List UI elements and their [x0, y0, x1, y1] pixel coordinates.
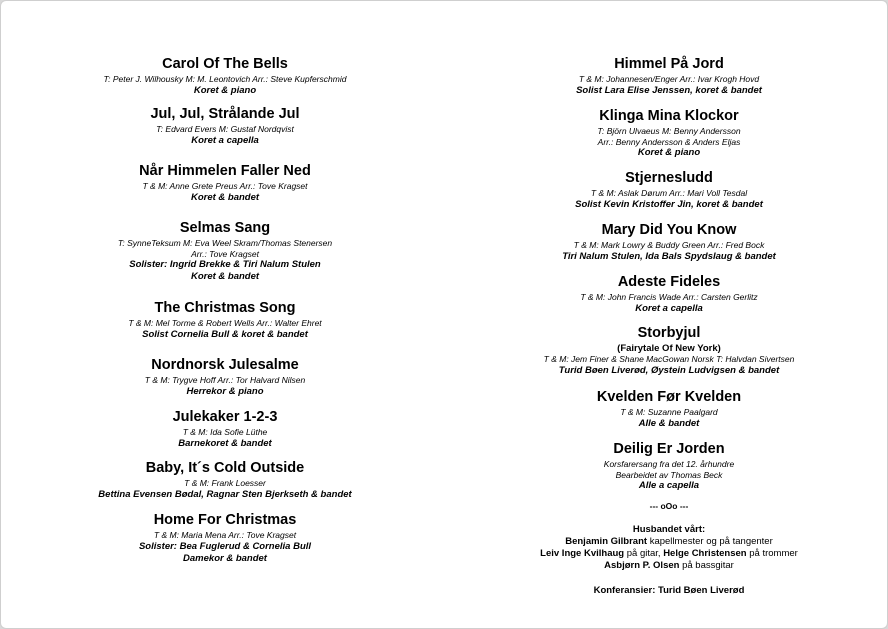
song-title: Selmas Sang — [179, 220, 271, 236]
song-item — [459, 170, 879, 211]
song-credit: T & M: Aslak Dørum Arr.: Mari Voll Tesdal — [590, 188, 748, 198]
left-column — [15, 1, 435, 628]
separator — [459, 501, 879, 512]
band-member-role: på gitar, — [624, 548, 664, 559]
song-performers: Tiri Nalum Stulen, Ida Bals Spydslaug & bandet — [562, 250, 776, 262]
song-title: Når Himmelen Faller Ned — [139, 163, 311, 179]
song-item — [15, 357, 435, 398]
song-credit: T & M: Frank Loesser — [184, 478, 266, 488]
emcee-section — [459, 585, 879, 597]
right-column — [459, 1, 879, 628]
song-item — [15, 220, 435, 283]
song-performers: Koret & piano — [637, 147, 701, 158]
song-credit: T: SynneTeksum M: Eva Weel Skram/Thomas Stenersen — [117, 238, 333, 248]
band-member-line — [459, 548, 879, 560]
separator-text: --- oOo --- — [649, 501, 689, 511]
band-member-role: på bassgitar — [679, 560, 734, 571]
song-title: The Christmas Song — [154, 300, 296, 316]
song-credit: Arr.: Tove Kragset — [191, 248, 259, 259]
song-credit: Arr.: Benny Andersson & Anders Eljas — [597, 136, 741, 147]
band-member-name: Benjamin Gilbrant — [565, 536, 648, 547]
song-performers: Koret a capella — [635, 302, 703, 314]
song-item — [15, 300, 435, 341]
song-credit: T & M: Jem Finer & Shane MacGowan Norsk T: Halvdan Sivertsen — [543, 354, 795, 364]
song-title: Adeste Fideles — [617, 274, 721, 290]
song-item — [15, 460, 435, 501]
song-title: Klinga Mina Klockor — [599, 108, 739, 124]
song-performers: Damekor & bandet — [183, 552, 267, 564]
song-credit: T & M: Suzanne Paalgard — [620, 407, 718, 417]
song-performers: Koret & bandet — [190, 271, 260, 282]
band-member-line — [459, 536, 879, 548]
song-title: Himmel På Jord — [614, 56, 724, 72]
song-credit: T & M: John Francis Wade Arr.: Carsten Gerlitz — [580, 292, 758, 302]
song-credit: T: Peter J. Wilhousky M: M. Leontovich Arr.: Steve Kupferschmid — [103, 74, 347, 84]
song-credit: T & M: Trygve Hoff Arr.: Tor Halvard Nilsen — [144, 375, 306, 385]
song-performers: Barnekoret & bandet — [178, 437, 272, 449]
band-member-name: Asbjørn P. Olsen — [604, 560, 680, 571]
song-performers: Koret & piano — [193, 84, 257, 96]
band-member-role: kapellmester og på tangenter — [647, 536, 773, 547]
song-performers: Solister: Bea Fuglerud & Cornelia Bull — [138, 540, 312, 552]
emcee-text: Konferansier: Turid Bøen Liverød — [593, 585, 745, 596]
song-credit: Bearbeidet av Thomas Beck — [615, 469, 723, 480]
song-item — [15, 512, 435, 565]
song-performers: Solist Cornelia Bull & koret & bandet — [142, 328, 308, 340]
band-heading: Husbandet vårt: — [632, 524, 706, 535]
song-credit: T: Edvard Evers M: Gustaf Nordqvist — [156, 124, 294, 134]
song-performers: Solist Kevin Kristoffer Jin, koret & bandet — [575, 198, 763, 210]
song-credit: Korsfarersang fra det 12. århundre — [603, 459, 735, 469]
song-credit: T & M: Mark Lowry & Buddy Green Arr.: Fred Bock — [573, 240, 765, 250]
band-section — [459, 524, 879, 572]
song-title: Jul, Jul, Strålande Jul — [150, 106, 300, 122]
song-performers: Koret a capella — [191, 134, 259, 146]
song-item — [459, 274, 879, 315]
song-title: Kvelden Før Kvelden — [596, 389, 742, 405]
song-item — [459, 325, 879, 377]
song-title: Home For Christmas — [153, 512, 297, 528]
song-title: Julekaker 1-2-3 — [172, 409, 278, 425]
band-member-name: Leiv Inge Kvilhaug — [540, 548, 625, 559]
song-performers: Bettina Evensen Bødal, Ragnar Sten Bjerkseth & bandet — [98, 488, 352, 500]
song-credit: T & M: Johannesen/Enger Arr.: Ivar Krogh Hovd — [578, 74, 760, 84]
song-performers: Solister: Ingrid Brekke & Tiri Nalum Stulen — [129, 259, 321, 270]
song-performers: Solist Lara Elise Jenssen, koret & bandet — [576, 84, 762, 96]
song-title: Mary Did You Know — [601, 222, 737, 238]
song-performers: Turid Bøen Liverød, Øystein Ludvigsen & bandet — [558, 364, 780, 376]
song-item — [459, 389, 879, 430]
song-item — [459, 222, 879, 263]
song-credit: T & M: Anne Grete Preus Arr.: Tove Kragset — [142, 181, 308, 191]
band-member-line — [459, 560, 879, 572]
band-member-role: på trommer — [746, 548, 798, 559]
song-credit: T: Björn Ulvaeus M: Benny Andersson — [597, 126, 741, 136]
song-performers: Herrekor & piano — [186, 385, 264, 397]
song-credit: T & M: Ida Sofie Lüthe — [182, 427, 268, 437]
song-subtitle: (Fairytale Of New York) — [617, 343, 721, 354]
song-item — [15, 56, 435, 97]
song-item — [459, 56, 879, 97]
song-performers: Alle a capella — [638, 480, 700, 491]
song-title: Stjernesludd — [625, 170, 713, 186]
song-title: Nordnorsk Julesalme — [151, 357, 299, 373]
song-item — [459, 441, 879, 492]
song-title: Storbyjul — [637, 325, 701, 341]
song-title: Baby, It´s Cold Outside — [145, 460, 305, 476]
song-credit: T & M: Mel Torme & Robert Wells Arr.: Walter Ehret — [128, 318, 322, 328]
song-item — [15, 409, 435, 450]
song-item — [459, 108, 879, 159]
band-member-name: Helge Christensen — [663, 548, 747, 559]
song-credit: T & M: Maria Mena Arr.: Tove Kragset — [153, 530, 297, 540]
song-title: Carol Of The Bells — [162, 56, 288, 72]
song-title: Deilig Er Jorden — [613, 441, 725, 457]
song-performers: Koret & bandet — [190, 191, 260, 203]
song-item — [15, 163, 435, 204]
song-item — [15, 106, 435, 147]
song-performers: Alle & bandet — [638, 417, 700, 429]
